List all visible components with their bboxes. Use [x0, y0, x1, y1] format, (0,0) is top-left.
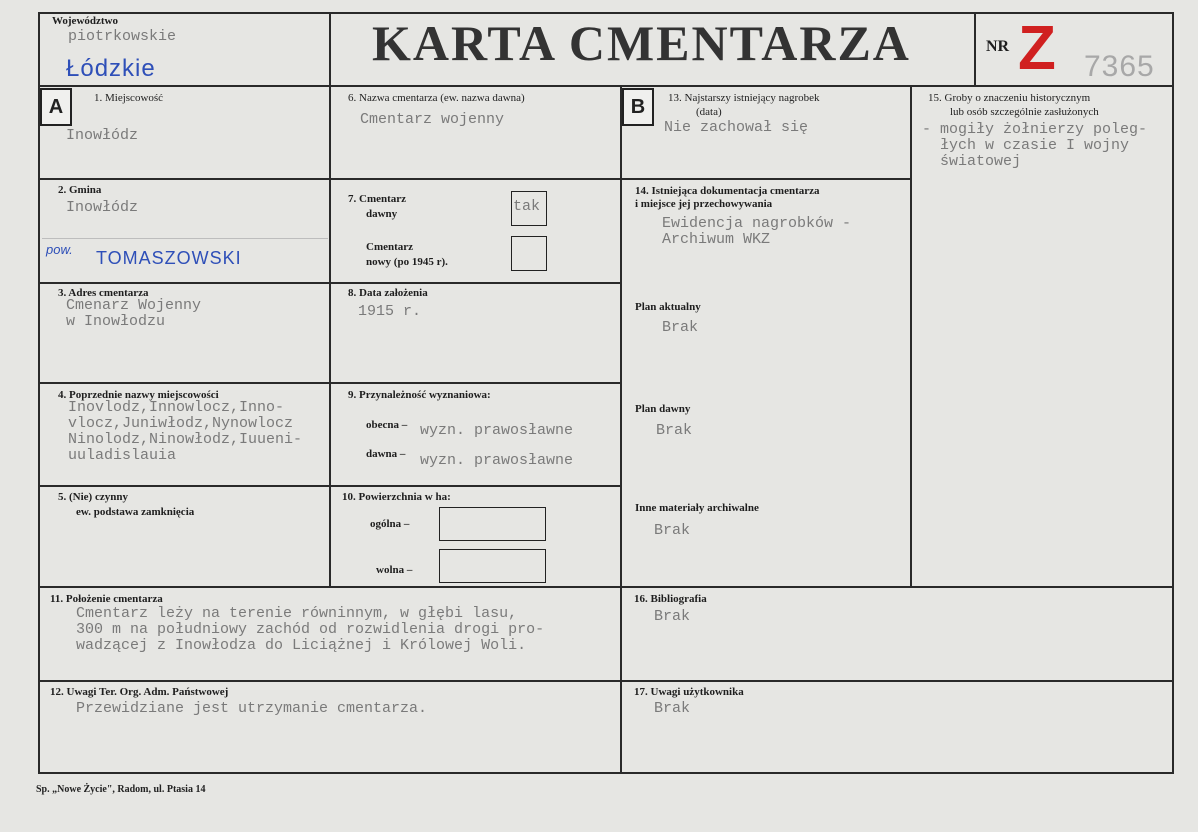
field-14-value: Ewidencja nagrobków - Archiwum WKZ — [662, 215, 852, 248]
field-4-value: Inovlodz,Innowlocz,Inno- vlocz,Juniwłodz,Nynowlocz Ninolodz,Ninowłodz,Iuueni- uuladislauia — [68, 399, 303, 464]
wojewodztwo-handwritten: Łódzkie — [66, 55, 156, 82]
field-5-label: 5. (Nie) czynny — [58, 491, 128, 503]
nr-letter: Z — [1018, 14, 1056, 83]
field-8-label: 8. Data założenia — [348, 287, 428, 299]
field-1-value: Inowłódz — [66, 127, 139, 144]
header-divider-1 — [329, 12, 331, 86]
other-materials-label: Inne materiały archiwalne — [635, 502, 759, 514]
field-6-label: 6. Nazwa cmentarza (ew. nazwa dawna) — [348, 92, 525, 104]
printer-imprint: Sp. „Nowe Życie", Radom, ul. Ptasia 14 — [36, 784, 206, 795]
field-10-wolna-label: wolna – — [376, 564, 413, 576]
field-9-dawna-label: dawna – — [366, 448, 406, 460]
row-line-1 — [38, 178, 620, 180]
field-14-sub: i miejsce jej przechowywania — [635, 198, 773, 210]
area-free-box[interactable] — [439, 549, 546, 583]
col-divider-3 — [910, 85, 912, 587]
field-6-value: Cmentarz wojenny — [360, 111, 505, 128]
field-15-value: - mogiły żołnierzy poleg- łych w czasie I wojny światowej — [922, 121, 1148, 170]
field-7-nowy-sub: nowy (po 1945 r). — [366, 256, 448, 268]
gmina-underline — [42, 238, 328, 239]
checkbox-dawny-value: tak — [513, 198, 541, 215]
field-15-label: 15. Groby o znaczeniu historycznym — [928, 92, 1091, 104]
field-5-sub: ew. podstawa zamknięcia — [76, 506, 195, 518]
header-divider-2 — [974, 12, 976, 86]
plan-current-value: Brak — [662, 319, 699, 336]
field-11-value: Cmentarz leży na terenie równinnym, w głębi lasu, 300 m na południowy zachód od rozwidlenia drogi pro- wadzącej z Inowłodza do Liciążnej i Królowej Woli. — [76, 605, 545, 654]
field-16-label: 16. Bibliografia — [634, 593, 707, 605]
field-17-value: Brak — [654, 700, 691, 717]
row-line-4 — [38, 485, 620, 487]
field-9-obecna-label: obecna – — [366, 419, 408, 431]
field-16-value: Brak — [654, 608, 691, 625]
field-13-label: 13. Najstarszy istniejący nagrobek — [668, 92, 820, 104]
row-line-5 — [38, 586, 1174, 588]
field-7-dawny-label: dawny — [366, 208, 398, 220]
field-9-label: 9. Przynależność wyznaniowa: — [348, 389, 491, 401]
frame-right — [1172, 12, 1174, 774]
plan-old-value: Brak — [656, 422, 693, 439]
col-divider-2 — [620, 85, 622, 774]
other-materials-value: Brak — [654, 522, 691, 539]
field-8-value: 1915 r. — [358, 303, 422, 320]
wojewodztwo-typed: piotrkowskie — [68, 28, 177, 45]
wojewodztwo-label: Województwo — [52, 15, 118, 27]
frame-left — [38, 12, 40, 774]
card-title: KARTA CMENTARZA — [372, 15, 911, 71]
powiat-label: pow. — [46, 242, 73, 257]
field-7-label: 7. Cmentarz — [348, 193, 407, 205]
field-15-sub: lub osób szczególnie zasłużonych — [950, 106, 1099, 118]
field-12-label: 12. Uwagi Ter. Org. Adm. Państwowej — [50, 686, 229, 698]
field-12-value: Przewidziane jest utrzymanie cmentarza. — [76, 700, 428, 717]
field-13-sub: (data) — [696, 106, 722, 118]
header-bottom-line — [38, 85, 1174, 87]
row-line-3 — [38, 382, 620, 384]
row-line-b1 — [620, 178, 910, 180]
field-3-label: 3. Adres cmentarza — [58, 287, 149, 299]
field-9-obecna-value: wyzn. prawosławne — [420, 422, 574, 439]
area-total-box[interactable] — [439, 507, 546, 541]
field-3-value: Cmenarz Wojenny w Inowłodzu — [66, 297, 202, 330]
nr-number: 7365 — [1084, 50, 1155, 83]
field-2-label: 2. Gmina — [58, 184, 102, 196]
row-line-6 — [38, 680, 1174, 682]
field-13-value: Nie zachował się — [664, 119, 809, 136]
nr-label: NR — [986, 38, 1010, 55]
section-a-marker: A — [40, 88, 72, 126]
plan-old-label: Plan dawny — [635, 403, 691, 415]
section-b-marker: B — [622, 88, 654, 126]
frame-bottom — [38, 772, 1174, 774]
checkbox-nowy[interactable] — [511, 236, 547, 271]
powiat-value: TOMASZOWSKI — [96, 248, 242, 268]
field-1-label: 1. Miejscowość — [94, 92, 164, 104]
field-11-label: 11. Położenie cmentarza — [50, 593, 163, 605]
field-14-label: 14. Istniejąca dokumentacja cmentarza — [635, 185, 820, 197]
field-4-label: 4. Poprzednie nazwy miejscowości — [58, 389, 219, 401]
field-17-label: 17. Uwagi użytkownika — [634, 686, 744, 698]
field-9-dawna-value: wyzn. prawosławne — [420, 452, 574, 469]
plan-current-label: Plan aktualny — [635, 301, 701, 313]
field-10-label: 10. Powierzchnia w ha: — [342, 491, 451, 503]
row-line-2 — [38, 282, 620, 284]
field-7-nowy-label: Cmentarz — [366, 241, 414, 253]
col-divider-1 — [329, 85, 331, 587]
field-10-ogolna-label: ogólna – — [370, 518, 410, 530]
field-2-value: Inowłódz — [66, 199, 139, 216]
